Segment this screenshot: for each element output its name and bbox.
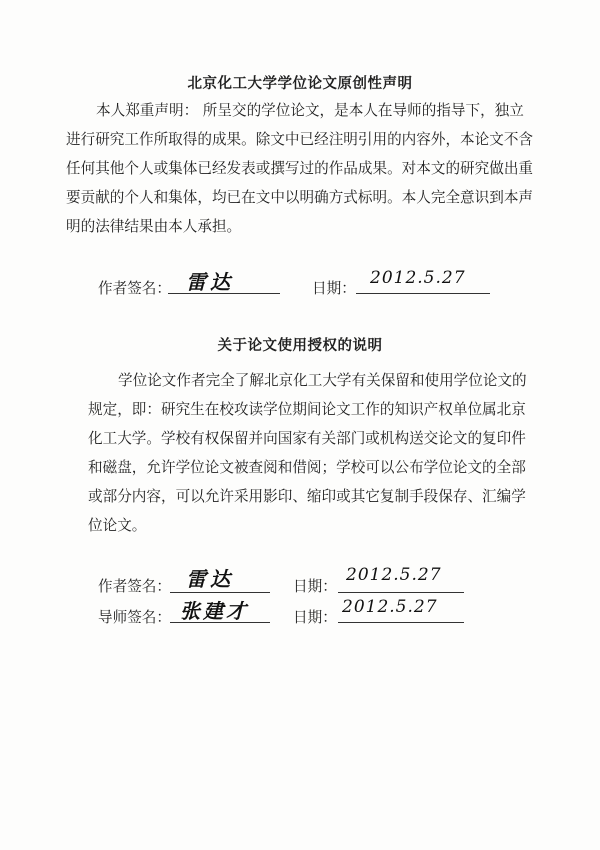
authorization-advisor-date-line [338, 622, 464, 623]
declaration-body [66, 96, 536, 241]
authorization-advisor-signature: 张建才 [180, 599, 249, 623]
declaration-line: 要贡献的个人和集体，均已在文中以明确方式标明。本人完全意识到本声 [66, 189, 534, 206]
declaration-line: 本人郑重声明： 所呈交的学位论文，是本人在导师的指导下，独立 [96, 102, 524, 119]
authorization-title: 关于论文使用授权的说明 [217, 337, 383, 354]
authorization-author-date-value: 2012.5.27 [346, 565, 442, 585]
authorization-body [88, 366, 538, 540]
authorization-author-date-label: 日期： [293, 578, 337, 595]
authorization-advisor-line [170, 622, 270, 623]
declaration-author-line [168, 293, 280, 294]
declaration-title: 北京化工大学学位论文原创性声明 [187, 75, 413, 92]
declaration-author-signature: 雷达 [186, 270, 234, 294]
authorization-advisor-label: 导师签名： [98, 609, 171, 626]
authorization-line: 规定，即：研究生在校攻读学位期间论文工作的知识产权单位属北京 [88, 401, 526, 418]
declaration-author-label: 作者签名： [98, 280, 171, 297]
declaration-line: 进行研究工作所取得的成果。除文中已经注明引用的内容外，本论文不含 [66, 131, 534, 148]
authorization-line: 位论文。 [88, 517, 147, 534]
declaration-date-value: 2012.5.27 [370, 268, 466, 288]
declaration-line: 任何其他个人或集体已经发表或撰写过的作品成果。对本文的研究做出重 [66, 160, 534, 177]
authorization-author-signature: 雷达 [186, 567, 234, 591]
authorization-author-line [170, 592, 270, 593]
authorization-line: 或部分内容，可以允许采用影印、缩印或其它复制手段保存、汇编学 [88, 488, 526, 505]
declaration-date-label: 日期： [312, 280, 356, 297]
declaration-line: 明的法律结果由本人承担。 [66, 218, 242, 235]
authorization-line: 和磁盘，允许学位论文被查阅和借阅；学校可以公布学位论文的全部 [88, 459, 526, 476]
authorization-author-date-line [338, 592, 464, 593]
authorization-line: 化工大学。学校有权保留并向国家有关部门或机构送交论文的复印件 [88, 430, 526, 447]
authorization-advisor-date-label: 日期： [293, 609, 337, 626]
authorization-advisor-date-value: 2012.5.27 [342, 597, 438, 617]
authorization-author-label: 作者签名： [98, 578, 171, 595]
authorization-line: 学位论文作者完全了解北京化工大学有关保留和使用学位论文的 [118, 372, 527, 389]
declaration-date-line [356, 293, 490, 294]
